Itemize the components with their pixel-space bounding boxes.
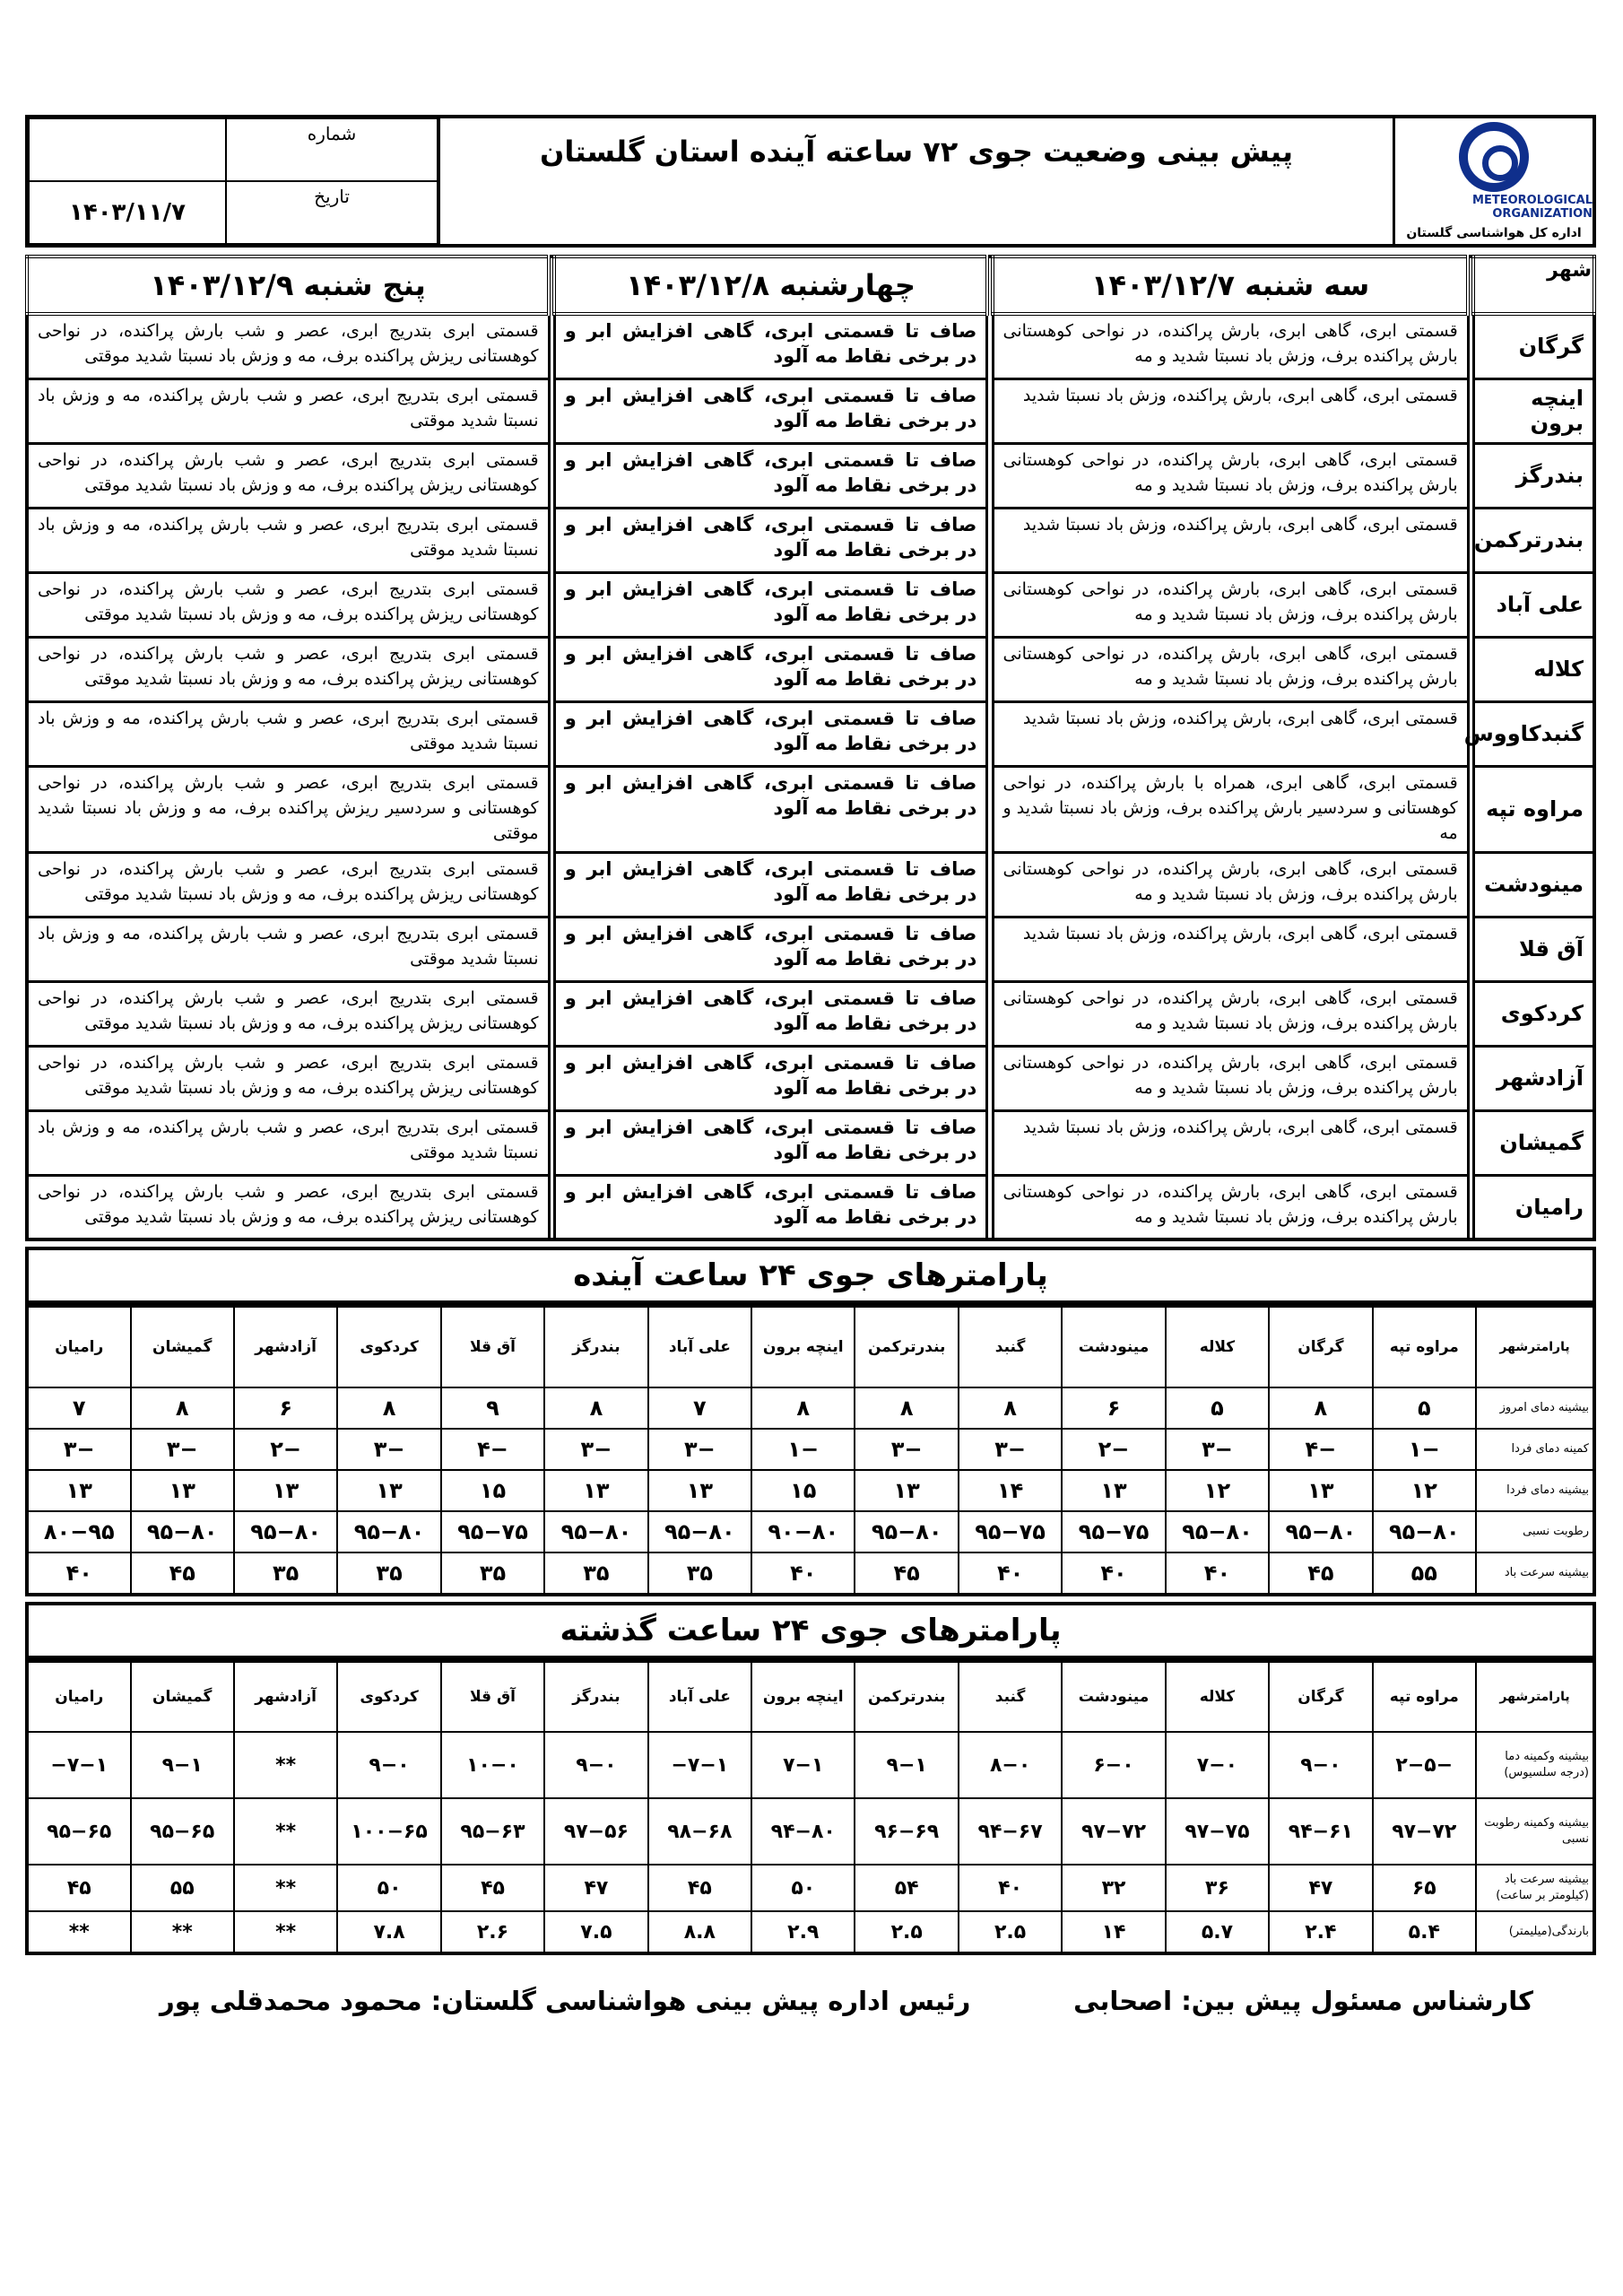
meteorological-logo-icon: [1459, 122, 1529, 192]
day2-forecast: صاف تا قسمتی ابری، گاهی افزایش ابر و در برخی نقاط مه آلود: [554, 981, 987, 1046]
param-value: ۹−۰: [544, 1732, 647, 1798]
param-value: **: [234, 1865, 337, 1911]
forecast-row: [27, 852, 1594, 917]
city-name: گمیشان: [1473, 1110, 1594, 1175]
forecast-row: [27, 701, 1594, 766]
param-value: −۳: [1166, 1429, 1269, 1470]
city-name: کردکوی: [1473, 981, 1594, 1046]
param-value: ۳۶: [1166, 1865, 1269, 1911]
city-column-header: کلاله: [1166, 1306, 1269, 1387]
param-value: ۴۰: [1062, 1552, 1165, 1595]
param-value: ۷: [648, 1387, 751, 1429]
param-value: ۸: [1269, 1387, 1372, 1429]
param-value: −۳: [855, 1429, 958, 1470]
param-label: بیشینه وکمینه دما (درجه سلسیوس): [1476, 1732, 1594, 1798]
param-row: [27, 1429, 1594, 1470]
forecast-row: [27, 1175, 1594, 1239]
forecast-table: [25, 255, 1596, 1241]
param-value: ۹۵−۸۰: [1269, 1511, 1372, 1552]
forecast-row: [27, 981, 1594, 1046]
param-value: ۱۲: [1373, 1470, 1476, 1511]
param-value: ۷−۱: [751, 1732, 855, 1798]
day1-forecast: قسمتی ابری، گاهی ابری، بارش پراکنده، در نواحی کوهستانی بارش پراکنده برف، وزش باد نسبتا شدید و مه: [993, 637, 1468, 701]
forecast-row: [27, 378, 1594, 443]
day1-forecast: قسمتی ابری، گاهی ابری، بارش پراکنده، وزش باد نسبتا شدید: [993, 1110, 1468, 1175]
param-value: ۱۳: [234, 1470, 337, 1511]
city-column-header: گمیشان: [131, 1661, 234, 1732]
city-column-header: آق قلا: [441, 1661, 544, 1732]
param-value: ۷: [27, 1387, 131, 1429]
param-label: بیشینه سرعت باد (کیلومتر بر ساعت): [1476, 1865, 1594, 1911]
city-column-header: مراوه تپه: [1373, 1306, 1476, 1387]
past24-title: پارامترهای جوی ۲۴ ساعت گذشته: [25, 1602, 1596, 1659]
number-label: شماره: [226, 118, 438, 181]
param-value: ۹۵−۷۵: [441, 1511, 544, 1552]
param-value: ۳۵: [337, 1552, 440, 1595]
param-value: ۳۵: [544, 1552, 647, 1595]
city-column-header: آق قلا: [441, 1306, 544, 1387]
day2-forecast: صاف تا قسمتی ابری، گاهی افزایش ابر و در برخی نقاط مه آلود: [554, 1175, 987, 1239]
param-value: ۹۵−۶۳: [441, 1798, 544, 1865]
param-value: ۹۵−۷۵: [959, 1511, 1062, 1552]
param-value: **: [131, 1911, 234, 1953]
forecast-document: [25, 115, 1596, 2016]
param-value: ۸.۸: [648, 1911, 751, 1953]
signature-footer: [25, 1955, 1596, 2016]
param-row: [27, 1511, 1594, 1552]
day3-forecast: قسمتی ابری بتدریج ابری، عصر و شب بارش پراکنده، در نواحی کوهستانی ریزش پراکنده برف، مه و وزش باد نسبتا شدید موقتی: [27, 572, 549, 637]
param-value: ۳۵: [441, 1552, 544, 1595]
city-column-header: اینچه برون: [751, 1661, 855, 1732]
param-value: ۶۵: [1373, 1865, 1476, 1911]
param-value: ۱۳: [1269, 1470, 1372, 1511]
city-column-header: آزادشهر: [234, 1661, 337, 1732]
city-column-header: گنبد: [959, 1661, 1062, 1732]
param-value: −۱: [751, 1429, 855, 1470]
param-value: ۸: [959, 1387, 1062, 1429]
param-corner-header: پارامترشهر: [1476, 1661, 1594, 1732]
param-value: ۲.۵: [959, 1911, 1062, 1953]
next24-title: پارامترهای جوی ۲۴ ساعت آینده: [25, 1247, 1596, 1304]
param-value: ۶−۰: [1062, 1732, 1165, 1798]
number-value: [29, 118, 226, 181]
param-value: −۲−۵: [1373, 1732, 1476, 1798]
param-value: ۱۴: [1062, 1911, 1165, 1953]
city-column-header: بندرترکمن: [855, 1661, 958, 1732]
param-value: ۹−۱: [855, 1732, 958, 1798]
param-value: −۳: [131, 1429, 234, 1470]
past24-table: [25, 1659, 1596, 1955]
day1-forecast: قسمتی ابری، گاهی ابری، بارش پراکنده، در نواحی کوهستانی بارش پراکنده برف، وزش باد نسبتا شدید و مه: [993, 314, 1468, 378]
param-value: ۵: [1373, 1387, 1476, 1429]
param-value: ۷.۸: [337, 1911, 440, 1953]
day3-forecast: قسمتی ابری بتدریج ابری، عصر و شب بارش پراکنده، در نواحی کوهستانی ریزش پراکنده برف، مه و وزش باد نسبتا شدید موقتی: [27, 314, 549, 378]
param-value: ۴۵: [441, 1865, 544, 1911]
day3-forecast: قسمتی ابری بتدریج ابری، عصر و شب بارش پراکنده، مه و وزش باد نسبتا شدید موقتی: [27, 701, 549, 766]
forecast-header-row: [27, 257, 1594, 314]
param-value: **: [234, 1798, 337, 1865]
city-name: آق قلا: [1473, 917, 1594, 981]
day3-forecast: قسمتی ابری بتدریج ابری، عصر و شب بارش پراکنده، در نواحی کوهستانی ریزش پراکنده برف، مه و وزش باد نسبتا شدید موقتی: [27, 443, 549, 508]
param-value: ۹−۱: [131, 1732, 234, 1798]
city-name: رامیان: [1473, 1175, 1594, 1239]
day2-forecast: صاف تا قسمتی ابری، گاهی افزایش ابر و در برخی نقاط مه آلود: [554, 572, 987, 637]
city-column-header: رامیان: [27, 1661, 131, 1732]
day1-forecast: قسمتی ابری، گاهی ابری، بارش پراکنده، وزش باد نسبتا شدید: [993, 508, 1468, 572]
param-value: ۹۵−۸۰: [1373, 1511, 1476, 1552]
day2-forecast: صاف تا قسمتی ابری، گاهی افزایش ابر و در برخی نقاط مه آلود: [554, 766, 987, 852]
day3-forecast: قسمتی ابری بتدریج ابری، عصر و شب بارش پراکنده، مه و وزش باد نسبتا شدید موقتی: [27, 508, 549, 572]
forecast-row: [27, 637, 1594, 701]
city-name: آزادشهر: [1473, 1046, 1594, 1110]
param-value: ۹۵−۸۰: [544, 1511, 647, 1552]
param-value: ۱۳: [131, 1470, 234, 1511]
city-name: اینچه برون: [1473, 378, 1594, 443]
city-column-header: مراوه تپه: [1373, 1661, 1476, 1732]
city-name: بندرگز: [1473, 443, 1594, 508]
city-column-header: گمیشان: [131, 1306, 234, 1387]
param-value: ۹۴−۶۷: [959, 1798, 1062, 1865]
day3-forecast: قسمتی ابری بتدریج ابری، عصر و شب بارش پراکنده، مه و وزش باد نسبتا شدید موقتی: [27, 917, 549, 981]
day2-forecast: صاف تا قسمتی ابری، گاهی افزایش ابر و در برخی نقاط مه آلود: [554, 443, 987, 508]
param-value: ۵.۴: [1373, 1911, 1476, 1953]
param-value: ۱۵: [751, 1470, 855, 1511]
param-value: ۹۵−۸۰: [337, 1511, 440, 1552]
param-row: [27, 1798, 1594, 1865]
param-value: ۹−۰: [1269, 1732, 1372, 1798]
param-value: ۵۵: [1373, 1552, 1476, 1595]
param-value: ۵: [1166, 1387, 1269, 1429]
page-title: پیش بینی وضعیت جوی ۷۲ ساعته آینده استان گلستان: [540, 135, 1293, 169]
logo-text: METEOROLOGICAL ORGANIZATION: [1472, 194, 1593, 221]
day1-forecast: قسمتی ابری، گاهی ابری، بارش پراکنده، در نواحی کوهستانی بارش پراکنده برف، وزش باد نسبتا شدید و مه: [993, 572, 1468, 637]
city-name: گنبدکاووس: [1473, 701, 1594, 766]
day3-forecast: قسمتی ابری بتدریج ابری، عصر و شب بارش پراکنده، در نواحی کوهستانی ریزش پراکنده برف، مه و وزش باد نسبتا شدید موقتی: [27, 637, 549, 701]
param-value: ۱۳: [337, 1470, 440, 1511]
param-value: ۶: [1062, 1387, 1165, 1429]
param-value: ۱۳: [544, 1470, 647, 1511]
day3-forecast: قسمتی ابری بتدریج ابری، عصر و شب بارش پراکنده، مه و وزش باد نسبتا شدید موقتی: [27, 378, 549, 443]
param-value: ۴۷: [544, 1865, 647, 1911]
day1-forecast: قسمتی ابری، گاهی ابری، بارش پراکنده، در نواحی کوهستانی بارش پراکنده برف، وزش باد نسبتا شدید و مه: [993, 1175, 1468, 1239]
day3-forecast: قسمتی ابری بتدریج ابری، عصر و شب بارش پراکنده، مه و وزش باد نسبتا شدید موقتی: [27, 1110, 549, 1175]
param-value: ۸: [751, 1387, 855, 1429]
param-row: [27, 1911, 1594, 1953]
forecast-row: [27, 1110, 1594, 1175]
day3-forecast: قسمتی ابری بتدریج ابری، عصر و شب بارش پراکنده، در نواحی کوهستانی ریزش پراکنده برف، مه و وزش باد نسبتا شدید موقتی: [27, 1175, 549, 1239]
param-row: [27, 1732, 1594, 1798]
param-row: [27, 1470, 1594, 1511]
forecaster-name: کارشناس مسئول پیش بین: اصحابی: [1073, 1986, 1533, 2016]
param-value: ۸: [544, 1387, 647, 1429]
city-name: بندرترکمن: [1473, 508, 1594, 572]
day3-forecast: قسمتی ابری بتدریج ابری، عصر و شب بارش پراکنده، در نواحی کوهستانی ریزش پراکنده برف، مه و وزش باد نسبتا شدید موقتی: [27, 852, 549, 917]
day2-forecast: صاف تا قسمتی ابری، گاهی افزایش ابر و در برخی نقاط مه آلود: [554, 917, 987, 981]
day2-forecast: صاف تا قسمتی ابری، گاهی افزایش ابر و در برخی نقاط مه آلود: [554, 1110, 987, 1175]
param-value: ۲.۶: [441, 1911, 544, 1953]
day1-forecast: قسمتی ابری، گاهی ابری، بارش پراکنده، در نواحی کوهستانی بارش پراکنده برف، وزش باد نسبتا شدید و مه: [993, 443, 1468, 508]
param-value: −۴: [441, 1429, 544, 1470]
param-value: ۹۴−۶۱: [1269, 1798, 1372, 1865]
param-value: ۹۵−۸۰: [131, 1511, 234, 1552]
param-value: ۴۵: [855, 1552, 958, 1595]
city-name: گرگان: [1473, 314, 1594, 378]
param-label: بیشینه دمای فردا: [1476, 1470, 1594, 1511]
param-value: ۹: [441, 1387, 544, 1429]
forecast-row: [27, 1046, 1594, 1110]
param-value: −۳: [544, 1429, 647, 1470]
param-value: ۱۰−۰: [441, 1732, 544, 1798]
param-value: ۸: [337, 1387, 440, 1429]
param-value: ۴۵: [27, 1865, 131, 1911]
day1-forecast: قسمتی ابری، گاهی ابری، بارش پراکنده، در نواحی کوهستانی بارش پراکنده برف، وزش باد نسبتا شدید و مه: [993, 852, 1468, 917]
param-value: ۹۴−۸۰: [751, 1798, 855, 1865]
param-value: ۷−۰: [1166, 1732, 1269, 1798]
param-value: ۹۷−۵۶: [544, 1798, 647, 1865]
city-column-header: شهر: [1473, 257, 1594, 314]
day2-forecast: صاف تا قسمتی ابری، گاهی افزایش ابر و در برخی نقاط مه آلود: [554, 637, 987, 701]
day1-forecast: قسمتی ابری، گاهی ابری، بارش پراکنده، وزش باد نسبتا شدید: [993, 378, 1468, 443]
param-corner-header: پارامترشهر: [1476, 1306, 1594, 1387]
param-label: کمینه دمای فردا: [1476, 1429, 1594, 1470]
param-value: ۴۷: [1269, 1865, 1372, 1911]
param-value: ۶: [234, 1387, 337, 1429]
day3-forecast: قسمتی ابری بتدریج ابری، عصر و شب بارش پراکنده، در نواحی کوهستانی و سردسیر ریزش پراکنده برف، مه و وزش باد نسبتا شدید موقتی: [27, 766, 549, 852]
param-value: ۹۷−۷۵: [1166, 1798, 1269, 1865]
param-label: بیشینه وکمینه رطوبت نسبی: [1476, 1798, 1594, 1865]
day2-forecast: صاف تا قسمتی ابری، گاهی افزایش ابر و در برخی نقاط مه آلود: [554, 314, 987, 378]
day1-forecast: قسمتی ابری، گاهی ابری، بارش پراکنده، در نواحی کوهستانی بارش پراکنده برف، وزش باد نسبتا شدید و مه: [993, 1046, 1468, 1110]
param-value: −۴: [1269, 1429, 1372, 1470]
param-value: ۹۰−۸۰: [751, 1511, 855, 1552]
forecast-row: [27, 443, 1594, 508]
param-value: ۲.۴: [1269, 1911, 1372, 1953]
param-value: ۹۵−۸۰: [855, 1511, 958, 1552]
param-label: بارندگی(میلیمتر): [1476, 1911, 1594, 1953]
city-column-header: گنبد: [959, 1306, 1062, 1387]
day1-forecast: قسمتی ابری، گاهی ابری، بارش پراکنده، وزش باد نسبتا شدید: [993, 917, 1468, 981]
day3-forecast: قسمتی ابری بتدریج ابری، عصر و شب بارش پراکنده، در نواحی کوهستانی ریزش پراکنده برف، مه و وزش باد نسبتا شدید موقتی: [27, 1046, 549, 1110]
day2-forecast: صاف تا قسمتی ابری، گاهی افزایش ابر و در برخی نقاط مه آلود: [554, 701, 987, 766]
forecast-row: [27, 508, 1594, 572]
param-value: ۴۰: [1166, 1552, 1269, 1595]
city-column-header: گرگان: [1269, 1306, 1372, 1387]
param-value: ۸: [131, 1387, 234, 1429]
param-value: −۳: [959, 1429, 1062, 1470]
param-value: ۵.۷: [1166, 1911, 1269, 1953]
param-value: ۱۴: [959, 1470, 1062, 1511]
param-value: ۹۷−۷۲: [1062, 1798, 1165, 1865]
param-value: ۹−۰: [337, 1732, 440, 1798]
param-value: ۷−۱−: [27, 1732, 131, 1798]
city-name: مراوه تپه: [1473, 766, 1594, 852]
param-value: ۹۸−۶۸: [648, 1798, 751, 1865]
param-value: ۳۵: [648, 1552, 751, 1595]
param-value: ۴۰: [959, 1552, 1062, 1595]
param-value: −۲: [234, 1429, 337, 1470]
param-value: ۱۲: [1166, 1470, 1269, 1511]
param-row: [27, 1387, 1594, 1429]
city-column-header: بندرگز: [544, 1661, 647, 1732]
city-column-header: کردکوی: [337, 1306, 440, 1387]
city-name: مینودشت: [1473, 852, 1594, 917]
city-column-header: مینودشت: [1062, 1306, 1165, 1387]
city-column-header: بندرترکمن: [855, 1306, 958, 1387]
day1-forecast: قسمتی ابری، گاهی ابری، بارش پراکنده، در نواحی کوهستانی بارش پراکنده برف، وزش باد نسبتا شدید و مه: [993, 981, 1468, 1046]
param-value: **: [234, 1911, 337, 1953]
param-label: رطوبت نسبی: [1476, 1511, 1594, 1552]
city-column-header: آزادشهر: [234, 1306, 337, 1387]
param-value: ۵۰: [337, 1865, 440, 1911]
day-header: چهارشنبه ۱۴۰۳/۱۲/۸: [554, 257, 987, 314]
day3-forecast: قسمتی ابری بتدریج ابری، عصر و شب بارش پراکنده، در نواحی کوهستانی ریزش پراکنده برف، مه و وزش باد نسبتا شدید موقتی: [27, 981, 549, 1046]
param-value: −۲: [1062, 1429, 1165, 1470]
param-row: [27, 1865, 1594, 1911]
param-value: ۱۳: [27, 1470, 131, 1511]
city-name: علی آباد: [1473, 572, 1594, 637]
param-value: ۵۴: [855, 1865, 958, 1911]
param-value: −۳: [27, 1429, 131, 1470]
param-value: ۴۰: [27, 1552, 131, 1595]
param-value: ۹۵−۸۰: [1166, 1511, 1269, 1552]
day-header: پنج شنبه ۱۴۰۳/۱۲/۹: [27, 257, 549, 314]
city-column-header: رامیان: [27, 1306, 131, 1387]
param-value: ۸۰−۹۵: [27, 1511, 131, 1552]
param-value: ۴۰: [751, 1552, 855, 1595]
param-row: [27, 1552, 1594, 1595]
forecast-row: [27, 314, 1594, 378]
param-value: ۹۵−۶۵: [27, 1798, 131, 1865]
param-value: −۱: [1373, 1429, 1476, 1470]
param-value: ۷−۱−: [648, 1732, 751, 1798]
param-value: ۵۵: [131, 1865, 234, 1911]
param-value: **: [234, 1732, 337, 1798]
param-value: ۲.۹: [751, 1911, 855, 1953]
param-value: ۱۳: [855, 1470, 958, 1511]
param-value: ۳۵: [234, 1552, 337, 1595]
param-value: ۳۲: [1062, 1865, 1165, 1911]
forecast-row: [27, 766, 1594, 852]
param-value: ۴۵: [648, 1865, 751, 1911]
param-value: ۹۷−۷۲: [1373, 1798, 1476, 1865]
param-value: ۹۵−۸۰: [648, 1511, 751, 1552]
param-value: ۹۵−۸۰: [234, 1511, 337, 1552]
param-value: ۱۳: [648, 1470, 751, 1511]
param-value: ۹۵−۷۵: [1062, 1511, 1165, 1552]
param-value: ۸−۰: [959, 1732, 1062, 1798]
param-value: −۳: [648, 1429, 751, 1470]
day-header: سه شنبه ۱۴۰۳/۱۲/۷: [993, 257, 1468, 314]
param-value: ۴۰: [959, 1865, 1062, 1911]
city-name: کلاله: [1473, 637, 1594, 701]
day1-forecast: قسمتی ابری، گاهی ابری، بارش پراکنده، وزش باد نسبتا شدید: [993, 701, 1468, 766]
forecast-row: [27, 572, 1594, 637]
city-column-header: گرگان: [1269, 1661, 1372, 1732]
city-column-header: علی آباد: [648, 1306, 751, 1387]
city-column-header: اینچه برون: [751, 1306, 855, 1387]
param-value: −۳: [337, 1429, 440, 1470]
city-column-header: مینودشت: [1062, 1661, 1165, 1732]
param-value: ۲.۵: [855, 1911, 958, 1953]
day2-forecast: صاف تا قسمتی ابری، گاهی افزایش ابر و در برخی نقاط مه آلود: [554, 1046, 987, 1110]
city-column-header: علی آباد: [648, 1661, 751, 1732]
day2-forecast: صاف تا قسمتی ابری، گاهی افزایش ابر و در برخی نقاط مه آلود: [554, 508, 987, 572]
next24-table: [25, 1304, 1596, 1596]
param-value: ۱۳: [1062, 1470, 1165, 1511]
param-label: بیشینه سرعت باد: [1476, 1552, 1594, 1595]
param-value: ۵۰: [751, 1865, 855, 1911]
param-value: ۱۵: [441, 1470, 544, 1511]
day2-forecast: صاف تا قسمتی ابری، گاهی افزایش ابر و در برخی نقاط مه آلود: [554, 852, 987, 917]
param-value: **: [27, 1911, 131, 1953]
director-name: رئیس اداره پیش بینی هواشناسی گلستان: محمود محمدقلی پور: [160, 1986, 971, 2016]
date-value: ۱۴۰۳/۱۱/۷: [29, 181, 226, 244]
logo: [1393, 118, 1593, 244]
date-label: تاریخ: [226, 181, 438, 244]
city-column-header: کلاله: [1166, 1661, 1269, 1732]
param-value: ۴۵: [131, 1552, 234, 1595]
city-column-header: بندرگز: [544, 1306, 647, 1387]
forecast-row: [27, 917, 1594, 981]
param-value: ۷.۵: [544, 1911, 647, 1953]
param-value: ۴۵: [1269, 1552, 1372, 1595]
day1-forecast: قسمتی ابری، گاهی ابری، همراه با بارش پراکنده، در نواحی کوهستانی و سردسیر بارش پراکنده برف، وزش باد نسبتا شدید و مه: [993, 766, 1468, 852]
day2-forecast: صاف تا قسمتی ابری، گاهی افزایش ابر و در برخی نقاط مه آلود: [554, 378, 987, 443]
document-header: [25, 115, 1596, 248]
param-value: ۸: [855, 1387, 958, 1429]
logo-caption: اداره کل هواشناسی گلستان: [1406, 226, 1582, 240]
param-value: ۹۶−۶۹: [855, 1798, 958, 1865]
city-column-header: کردکوی: [337, 1661, 440, 1732]
param-label: بیشینه دمای امروز: [1476, 1387, 1594, 1429]
param-value: ۱۰۰−۶۵: [337, 1798, 440, 1865]
param-value: ۹۵−۶۵: [131, 1798, 234, 1865]
document-meta: [29, 118, 440, 244]
